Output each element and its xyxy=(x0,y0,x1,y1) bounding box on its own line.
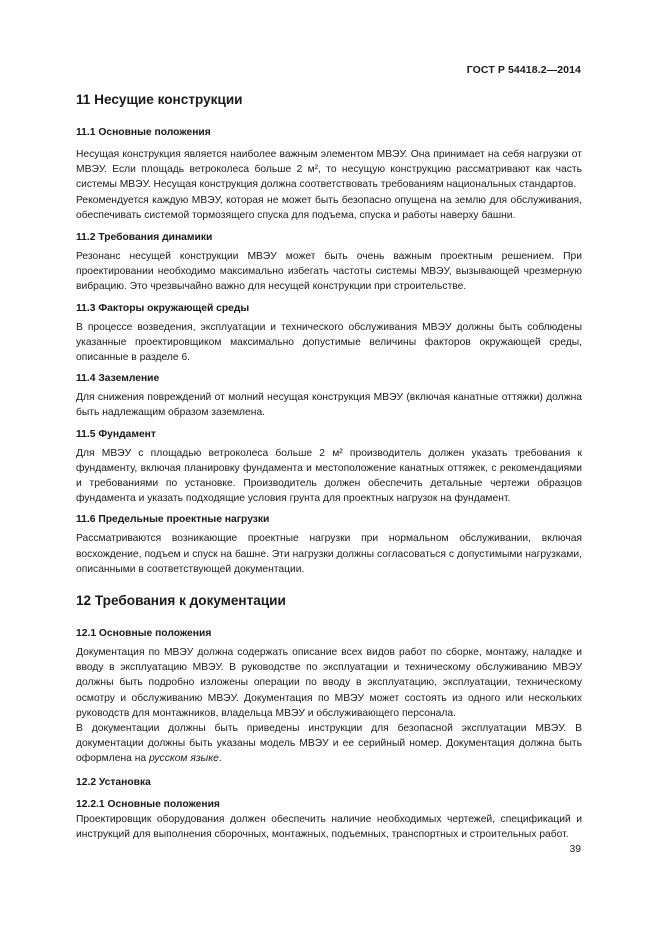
paragraph-text: Рассматриваются возникающие проектные нагрузки при нормальном обслуживании, включая восхождение, подъем и спуск на башне. Эти нагрузки должны согласоваться с допустимыми нагрузками, описанными в соответствующей документации. xyxy=(76,533,582,575)
paragraph-text: В документации должны быть приведены инструкции для безопасной эксплуатации МВЭУ. В документации должны быть указаны модель МВЭУ и ее серийный номер. Документация должна быть оформлена на xyxy=(76,723,582,765)
paragraph-text: Для МВЭУ с площадью ветроколеса больше 2 м² производитель должен указать требования к фундаменту, включая планировку фундамента и местоположение канатных оттяжек, с рекомендациями и требованиями по установке. Производитель должен обеспечить детальные чертежи образцов фундамента и указать подходящие условия грунта для проектных нагрузок на фундамент. xyxy=(76,447,582,505)
subsection-11-4-title: 11.4 Заземление xyxy=(76,373,160,385)
section-11-title: 11 Несущие конструкции xyxy=(76,92,243,107)
subsection-12-1-title: 12.1 Основные положения xyxy=(76,628,212,640)
document-id-header: ГОСТ Р 54418.2—2014 xyxy=(466,64,581,76)
page-number: 39 xyxy=(569,844,581,855)
subsection-11-3-title: 11.3 Факторы окружающей среды xyxy=(76,302,250,314)
paragraph xyxy=(76,721,582,767)
page-content xyxy=(76,90,582,842)
subsection-12-2-title: 12.2 Установка xyxy=(76,776,151,788)
paragraph xyxy=(76,531,582,577)
subsection-12-2-1-title: 12.2.1 Основные положения xyxy=(76,798,220,810)
section-12-title: 12 Требования к документации xyxy=(76,593,286,609)
paragraph xyxy=(76,193,582,223)
language-emphasis: русском языке xyxy=(149,753,219,765)
paragraph-end: . xyxy=(218,753,222,765)
paragraph-text: Для снижения повреждений от молний несущая конструкция МВЭУ (включая канатные оттяжки) должна быть надлежащим образом заземлена. xyxy=(76,392,582,419)
paragraph xyxy=(76,812,582,842)
paragraph xyxy=(76,645,582,721)
paragraph xyxy=(76,390,582,420)
subsection-11-2-title: 11.2 Требования динамики xyxy=(76,232,213,244)
subsection-11-1-title: 11.1 Основные положения xyxy=(76,127,211,138)
paragraph-text: Рекомендуется каждую МВЭУ, которая не может быть безопасно опущена на землю для обслуживания, обеспечивать системой тормозящего спуска для подъема, спуска и работы наверху башни. xyxy=(76,194,582,221)
paragraph xyxy=(76,249,582,295)
paragraph xyxy=(76,320,582,366)
paragraph-text: Документация по МВЭУ должна содержать описание всех видов работ по сборке, монтажу, наладке и вводу в эксплуатацию МВЭУ. В руководстве по эксплуатации и техническому обслуживанию МВЭУ должны быть подробно изложены операции по вводу в эксплуатацию, эксплуатации, техническому осмотру и обслуживанию МВЭУ. Документация по МВЭУ может состоять из одного или нескольких руководств для монтажников, владельца МВЭУ и обслуживающего персонала. xyxy=(76,647,582,719)
paragraph-text: Резонанс несущей конструкции МВЭУ может быть очень важным проектным решением. При проектировании необходимо максимально избегать частоты системы МВЭУ, вызывающей чрезмерную вибрацию. Это чрезвычайно важно для несущей конструкции при строительстве. xyxy=(76,251,582,293)
paragraph xyxy=(76,446,582,507)
subsection-11-6-title: 11.6 Предельные проектные нагрузки xyxy=(76,514,270,526)
paragraph-text: В процессе возведения, эксплуатации и технического обслуживания МВЭУ должны быть соблюдены указанные проектировщиком максимально допустимые величины факторов окружающей среды, описанные в разделе 6. xyxy=(76,321,582,364)
paragraph-text: Несущая конструкция является наиболее важным элементом МВЭУ. Она принимает на себя нагрузки от МВЭУ. Если площадь ветроколеса больше 2 м², то несущую конструкцию рассматривают как часть системы МВЭУ. Несущая конструкция должна соответствовать требованиям национальных стандартов. xyxy=(76,149,582,191)
paragraph xyxy=(76,147,582,193)
paragraph-text: Проектировщик оборудования должен обеспечить наличие необходимых чертежей, спецификаций и инструкций для выполнения сборочных, монтажных, подъемных, транспортных и строительных работ. xyxy=(76,813,582,840)
subsection-11-5-title: 11.5 Фундамент xyxy=(76,428,156,440)
